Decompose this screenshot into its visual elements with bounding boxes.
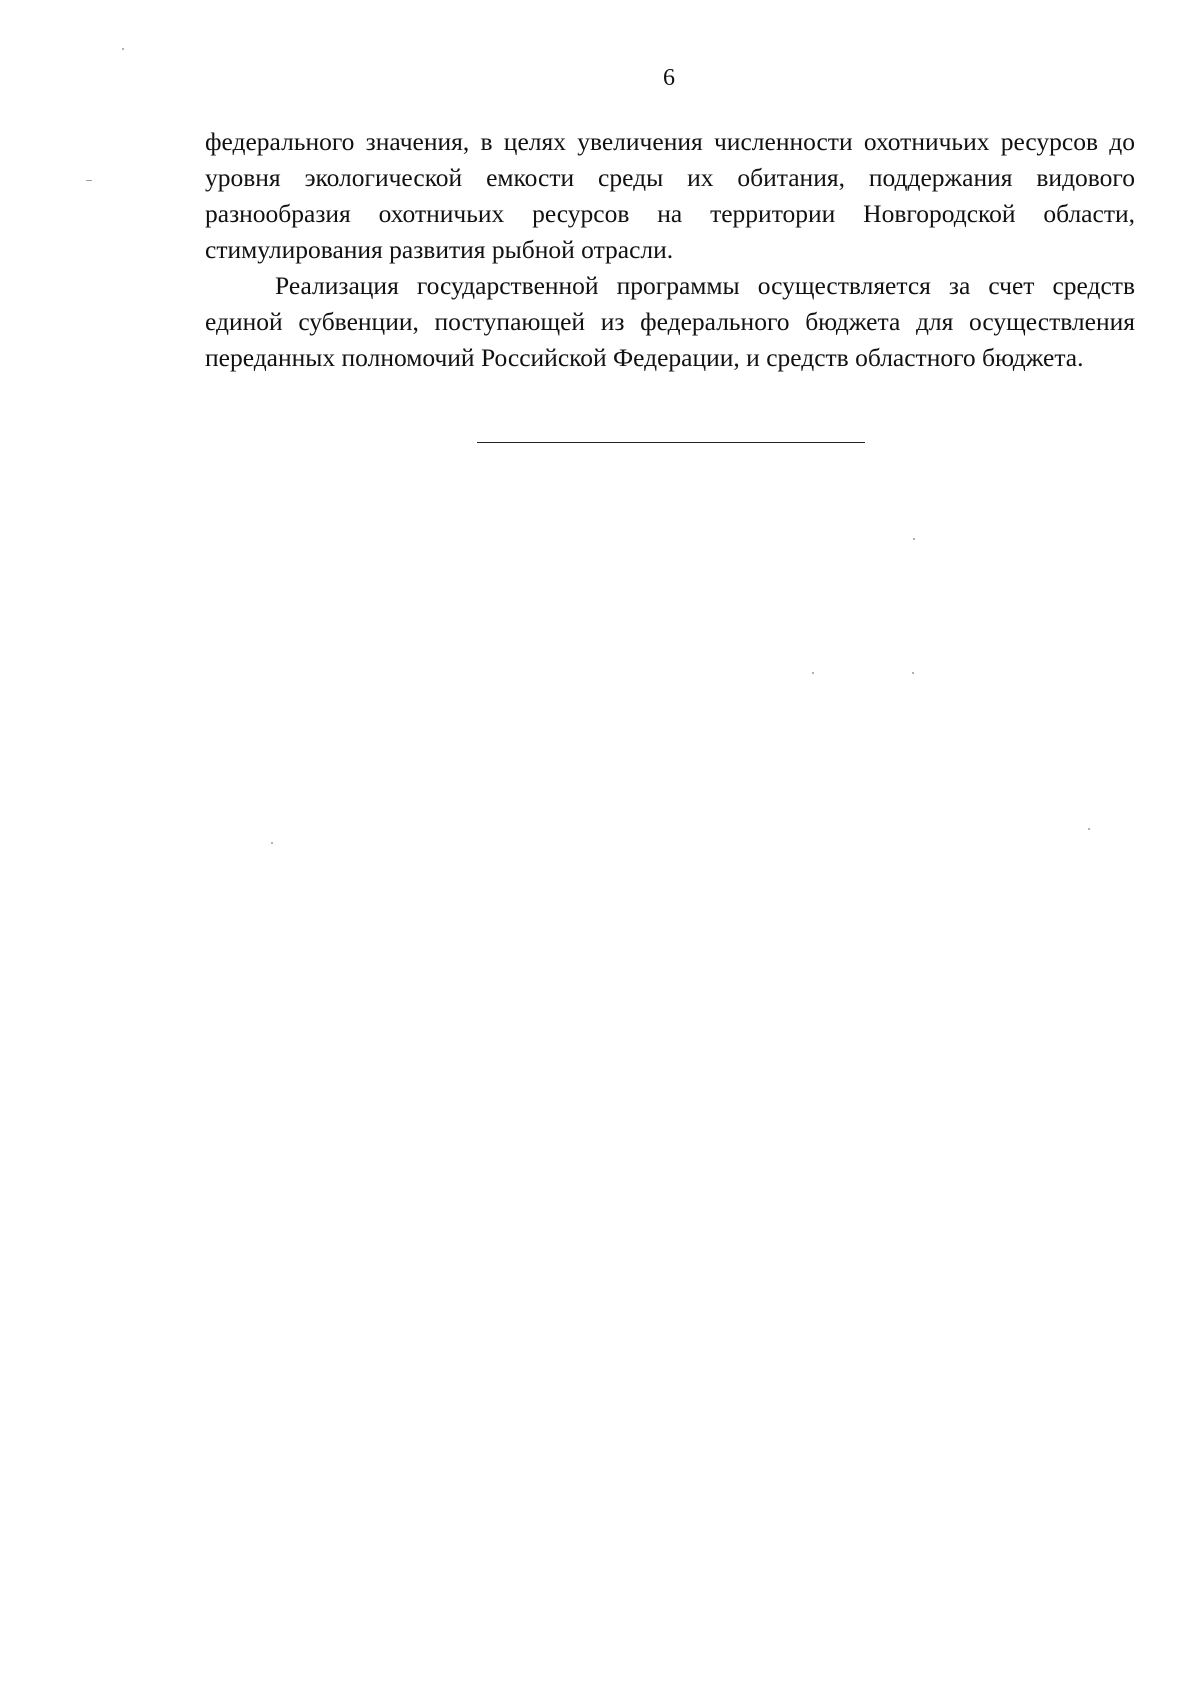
scan-speck bbox=[1088, 828, 1090, 830]
document-body bbox=[205, 124, 1135, 376]
paragraph-funding: Реализация государственной программы осуществляется за счет средств единой субвенции, поступающей из федерального бюджета для осуществления переданных полномочий Российской Федерации, и средств областного бюджета. bbox=[205, 271, 1135, 372]
scan-speck bbox=[913, 538, 915, 540]
scan-speck bbox=[86, 180, 92, 181]
page-number: 6 bbox=[663, 65, 675, 91]
end-of-text-separator bbox=[477, 442, 865, 443]
paragraph-continuation: федерального значения, в целях увеличения численности охотничьих ресурсов до уровня экологической емкости среды их обитания, поддержания видового разнообразия охотничьих ресурсов на территории Новгородской области, стимулирования развития рыбной отрасли. bbox=[205, 127, 1135, 264]
scan-speck bbox=[122, 48, 124, 50]
scan-speck bbox=[271, 842, 273, 844]
scan-speck bbox=[812, 672, 814, 674]
scan-speck bbox=[912, 672, 914, 674]
